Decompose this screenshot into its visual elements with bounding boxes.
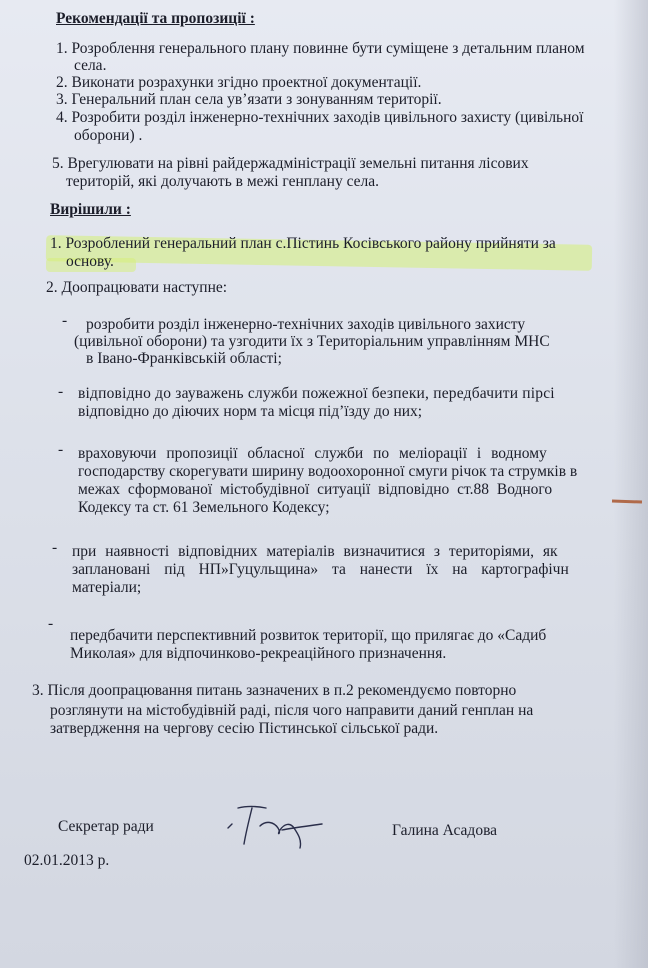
recommendation-line: оборони) .	[74, 127, 143, 144]
recommendation-line: 4. Розробити розділ інженерно-технічних заходів цивільного захисту (цивільної	[56, 109, 584, 126]
bullet-marker: -	[58, 441, 64, 458]
recommendation-line: територій, які долучають в межі генплану села.	[66, 173, 380, 190]
recommendation-line: села.	[74, 57, 107, 74]
bullet-line: відповідно до діючих норм та місця під’їзду до них;	[78, 403, 423, 420]
signatory-name: Галина Асадова	[392, 822, 498, 839]
bullet-line: (цивільної оборони) та узгодити їх з Територіальним управлінням МНС	[74, 333, 550, 350]
recommendation-line: 2. Виконати розрахунки згідно проектної документації.	[56, 74, 422, 91]
decision-line: розглянути на містобудівній раді, після чого направити даний генплан на	[50, 702, 534, 719]
bullet-marker: -	[52, 539, 58, 556]
recommendation-line: 3. Генеральний план села ув’язати з зонуванням території.	[56, 91, 442, 108]
decision-line: 1. Розроблений генеральний план с.Пістинь Косівського району прийняти за	[50, 235, 556, 252]
bullet-line: межах сформованої містобудівної ситуації відповідно ст.88 Водного	[78, 481, 553, 498]
bullet-marker: -	[48, 615, 54, 632]
bullet-line: в Івано-Франківській області;	[86, 350, 282, 367]
section-heading-decided: Вирішили :	[50, 201, 131, 218]
bullet-line: при наявності відповідних матеріалів визначитися з територіями, як	[72, 543, 558, 560]
bullet-line: господарству скорегувати ширину водоохоронної смуги річок та струмків в	[78, 463, 578, 480]
section-heading-recommendations: Рекомендації та пропозиції :	[56, 10, 255, 27]
decision-line: 3. Після доопрацювання питань зазначених в п.2 рекомендуємо повторно	[32, 682, 517, 699]
bullet-marker: -	[58, 383, 64, 400]
bullet-line: Кодексу та ст. 61 Земельного Кодексу;	[78, 499, 330, 516]
bullet-line: Миколая» для відпочинково-рекреаційного призначення.	[70, 645, 447, 662]
bullet-line: враховуючи пропозиції обласної служби по меліорації і водному	[78, 445, 547, 462]
bullet-line: розробити розділ інженерно-технічних заходів цивільного захисту	[86, 316, 526, 333]
recommendation-line: 5. Врегулювати на рівні райдержадміністрації земельні питання лісових	[52, 155, 529, 172]
recommendation-line: 1. Розроблення генерального плану повинне бути суміщене з детальним планом	[56, 40, 585, 57]
decision-line: затвердження на чергову сесію Пістинської сільської ради.	[50, 720, 439, 737]
bullet-line: відповідно до зауважень служби пожежної безпеки, передбачити пірсі	[78, 385, 555, 402]
document-date: 02.01.2013 р.	[24, 852, 110, 869]
bullet-line: заплановані під НП»Гуцульщина» та нанести їх на картографічн	[72, 561, 569, 578]
bullet-marker: -	[62, 312, 68, 329]
bullet-line: передбачити перспективний розвиток території, що прилягає до «Садиб	[70, 627, 547, 644]
signatory-role: Секретар ради	[58, 818, 154, 835]
handwritten-signature	[222, 800, 332, 850]
page-edge-shadow	[614, 0, 648, 968]
decision-line: 2. Доопрацювати наступне:	[46, 279, 228, 296]
decision-line: основу.	[66, 253, 114, 270]
bullet-line: матеріали;	[72, 579, 142, 596]
